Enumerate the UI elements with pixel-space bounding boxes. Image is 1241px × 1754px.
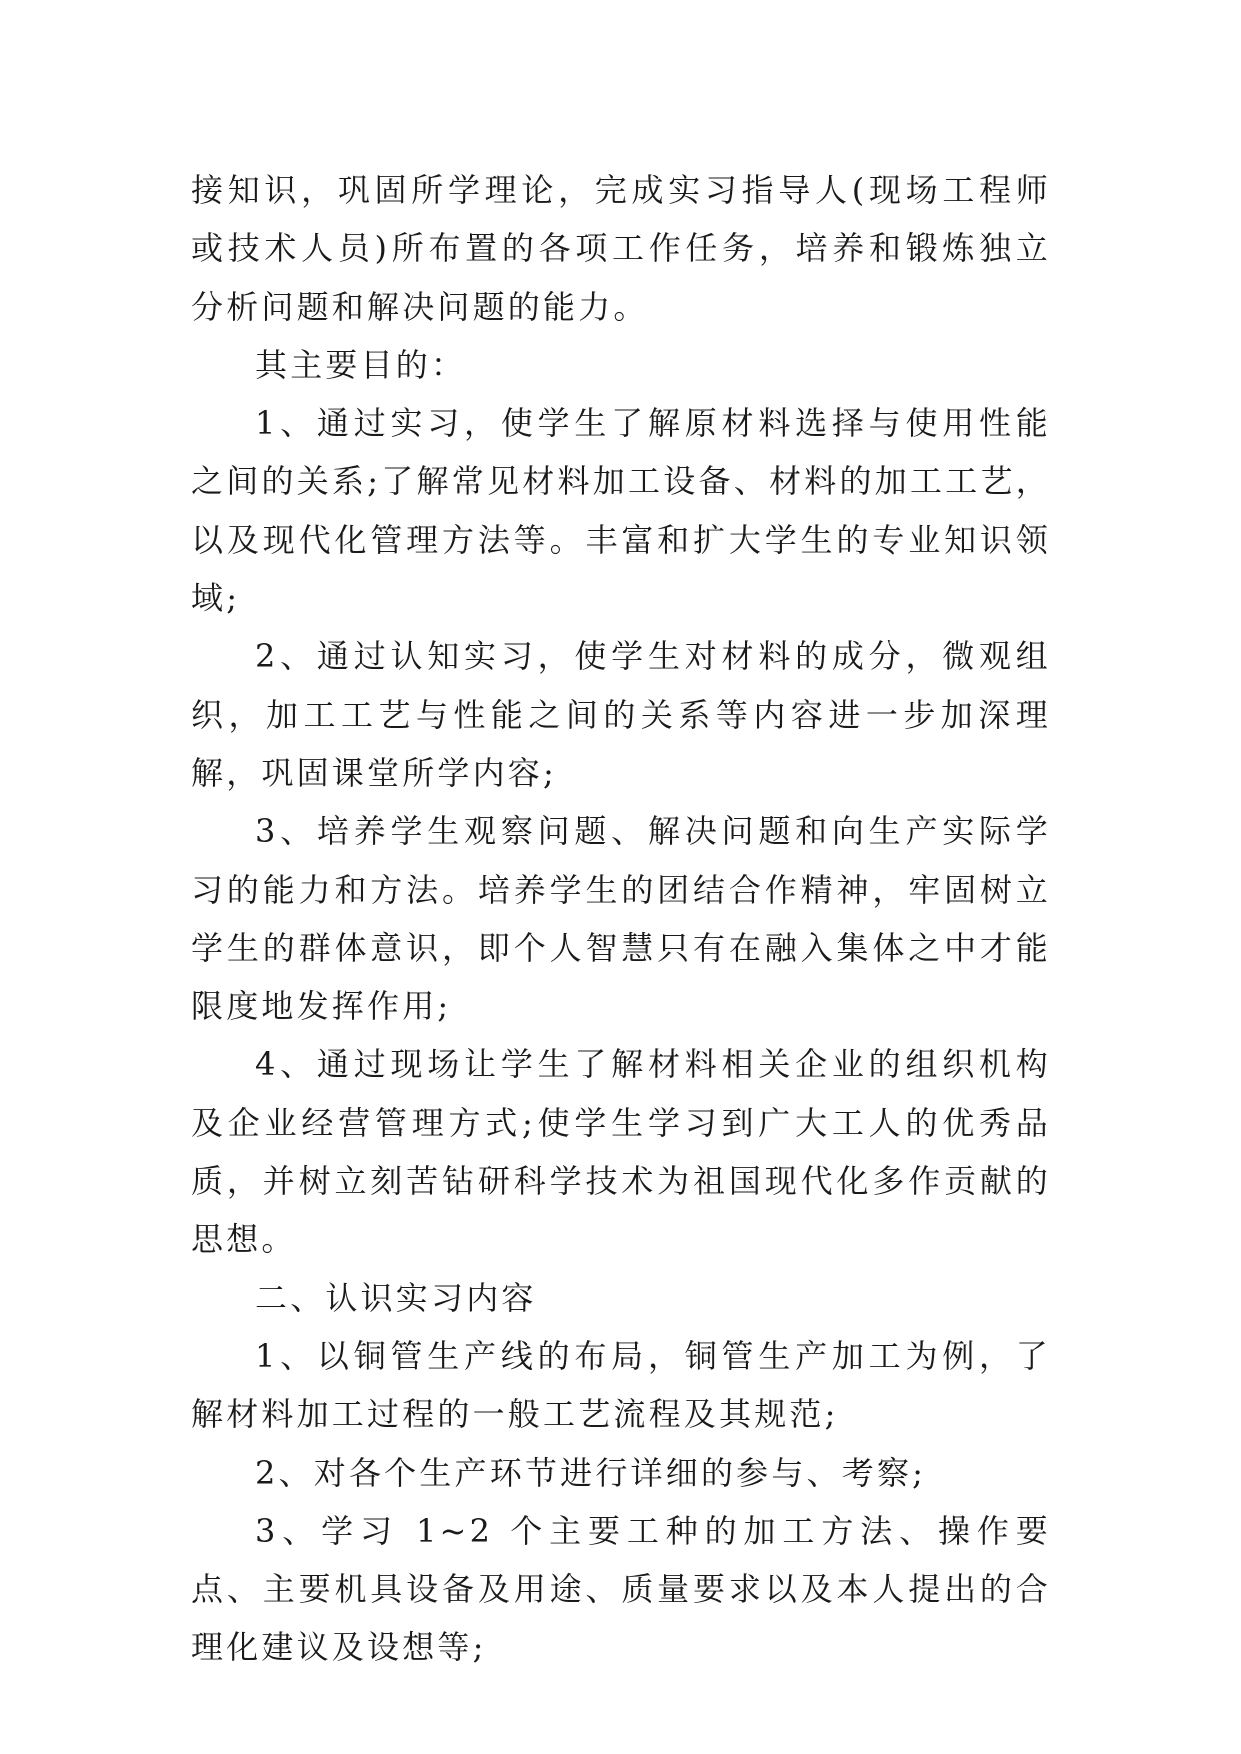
paragraph-content-2: 2、对各个生产环节进行详细的参与、考察; <box>255 1453 927 1492</box>
paragraph-purpose-4: 4、通过现场让学生了解材料相关企业的组织机构及企业经营管理方式;使学生学习到广大工人的优秀品质，并树立刻苦钻研科学技术为祖国现代化多作贡献的思想。 <box>191 1045 1051 1259</box>
section-heading-internship-content: 二、认识实习内容 <box>255 1278 537 1317</box>
paragraph-purpose-3: 3、培养学生观察问题、解决问题和向生产实际学习的能力和方法。培养学生的团结合作精神，牢固树立学生的群体意识，即个人智慧只有在融入集体之中才能限度地发挥作用; <box>191 812 1051 1026</box>
document-body <box>191 161 1051 1677</box>
paragraph-purpose-1: 1、通过实习，使学生了解原材料选择与使用性能之间的关系;了解常见材料加工设备、材料的加工工艺，以及现代化管理方法等。丰富和扩大学生的专业知识领域; <box>191 404 1051 618</box>
paragraph-content-1: 1、以铜管生产线的布局，铜管生产加工为例，了解材料加工过程的一般工艺流程及其规范; <box>191 1336 1051 1434</box>
paragraph-purpose-2: 2、通过认知实习，使学生对材料的成分，微观组织，加工工艺与性能之间的关系等内容进一步加深理解，巩固课堂所学内容; <box>191 637 1051 792</box>
paragraph-continuation: 接知识，巩固所学理论，完成实习指导人(现场工程师或技术人员)所布置的各项工作任务，培养和锻炼独立分析问题和解决问题的能力。 <box>191 171 1051 326</box>
paragraph-main-purpose-heading: 其主要目的： <box>255 345 467 384</box>
paragraph-content-3: 3、学习 1~2 个主要工种的加工方法、操作要点、主要机具设备及用途、质量要求以及本人提出的合理化建议及设想等; <box>191 1511 1051 1667</box>
